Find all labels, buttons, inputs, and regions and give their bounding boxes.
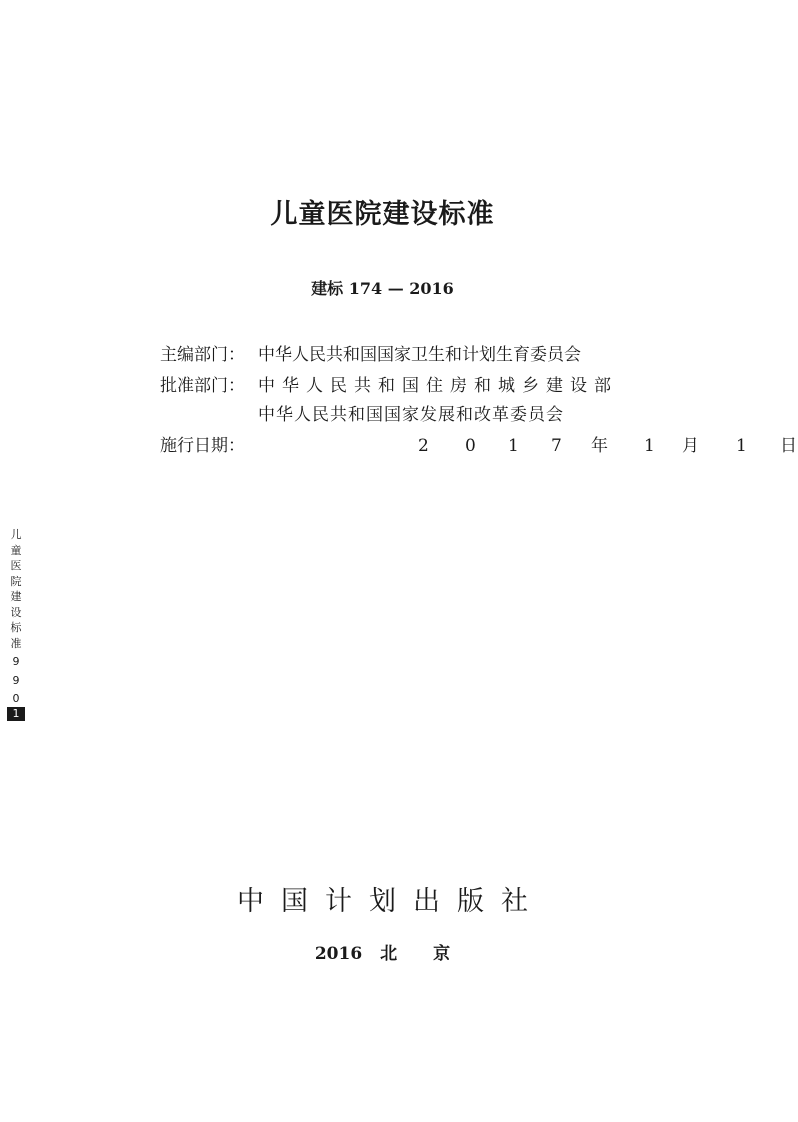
date-part: 1 [736,436,747,456]
spine-char: 儿 [10,528,22,541]
spine-number: 1 [7,707,25,721]
spine-char: 设 [10,605,22,619]
spine-label [7,527,25,721]
approver-row-2 [160,404,564,426]
date-part: 7 [551,436,562,456]
spine-number: 0 [12,692,20,705]
date-row [160,435,797,457]
editor-value: 中华人民共和国国家卫生和计划生育委员会 [258,345,581,365]
publication-city-2: 京 [433,944,451,964]
publication-city-1: 北 [380,944,398,964]
spine-char: 童 [10,543,22,557]
date-part: 1 [508,436,519,456]
approver-label: 批准部门： [160,376,245,396]
standard-code: 建标 174 — 2016 [311,279,454,298]
date-part: 2 [418,436,429,456]
spine-number: 9 [12,673,20,687]
publication-line [0,939,765,964]
date-part: 月 [682,436,699,456]
spine-char: 医 [10,559,22,572]
spine-char: 准 [10,636,22,650]
editor-label: 主编部门： [160,345,245,365]
effective-date [418,435,798,457]
date-part: 1 [644,436,655,456]
date-label: 施行日期： [160,436,245,456]
date-part: 0 [465,436,476,456]
editor-row [160,344,581,366]
publisher-name: 中国计划出版社 [237,886,545,917]
approver-value-1: 中华人民共和国住房和城乡建设部 [258,376,618,396]
publication-year: 2016 [314,944,363,964]
spine-char: 建 [10,590,22,603]
document-title: 儿童医院建设标准 [270,199,495,230]
approver-value-2: 中华人民共和国国家发展和改革委员会 [258,405,564,425]
date-part: 年 [591,436,608,456]
date-part: 日 [780,436,797,456]
spine-number: 9 [12,655,20,668]
approver-row [160,375,618,397]
spine-char: 标 [10,621,22,634]
spine-char: 院 [10,574,22,588]
